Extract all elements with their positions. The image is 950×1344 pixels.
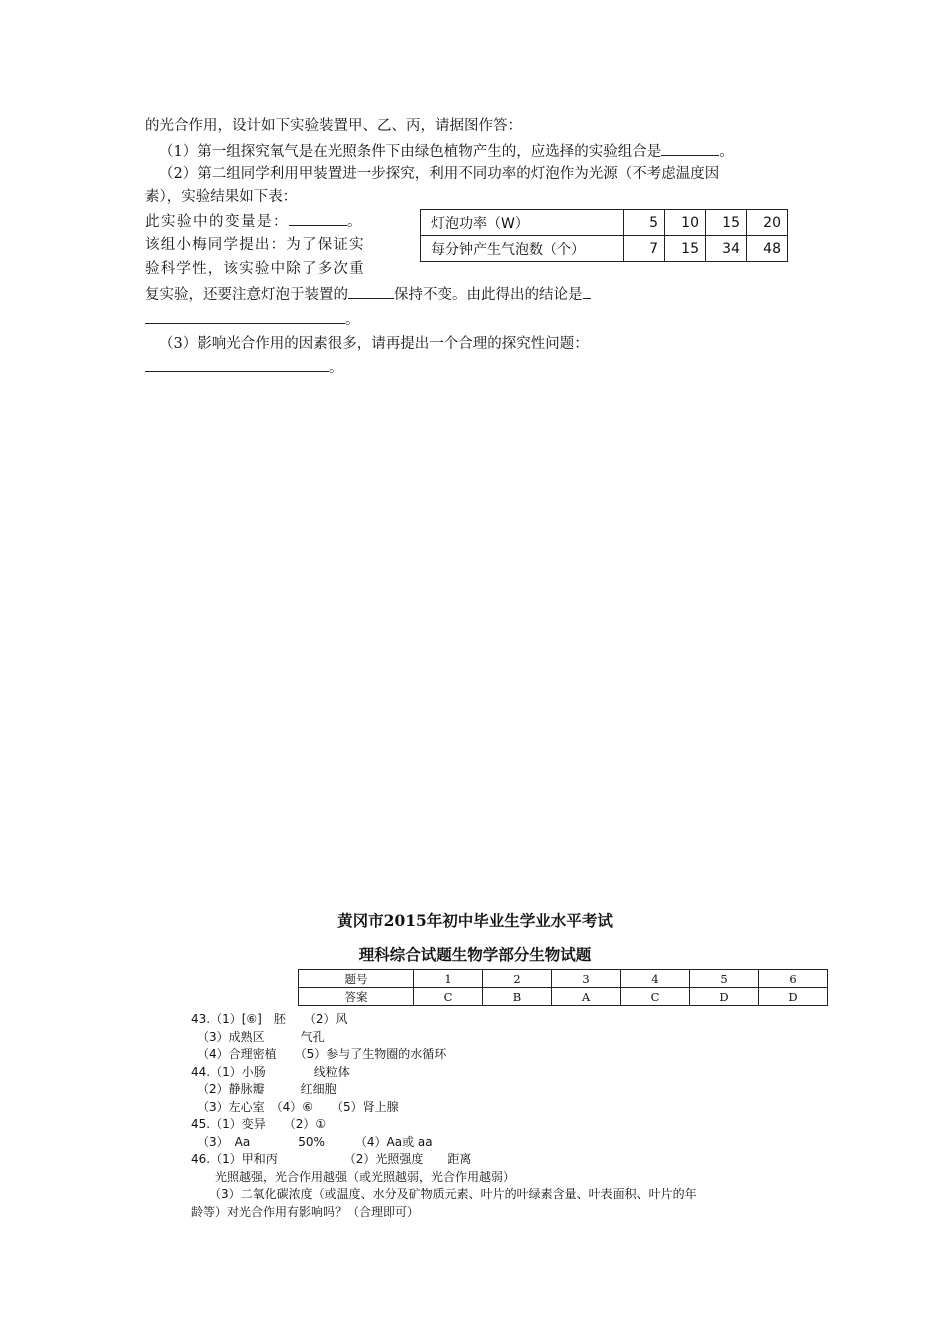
table-cell: 10 bbox=[665, 210, 706, 236]
answer-blank[interactable] bbox=[348, 284, 394, 299]
mei-line-a: 该组小梅同学提出：为了保证实 bbox=[145, 237, 365, 253]
table-cell: 15 bbox=[706, 210, 747, 236]
answer-line: 43.（1）[⑥] 胚 （2）风 bbox=[191, 1012, 348, 1026]
answer-title-1: 黄冈市2015年初中毕业生学业水平考试 bbox=[337, 911, 613, 930]
mei-line-c: 复实验，还要注意灯泡于装置的 保持不变。由此得出的结论是 bbox=[145, 284, 591, 306]
q2-line-b: 素），实验结果如下表： bbox=[145, 189, 298, 205]
table-cell: C bbox=[414, 988, 483, 1006]
q3-line: （3）影响光合作用的因素很多，请再提出一个合理的探究性问题： bbox=[159, 336, 589, 352]
answer-line: 44.（1）小肠 线粒体 bbox=[191, 1064, 350, 1079]
variable-line: 此实验中的变量是： 。 bbox=[145, 211, 363, 233]
table-cell: 4 bbox=[621, 970, 690, 988]
lamp-power-table bbox=[420, 209, 788, 262]
answer-line: （3）二氧化碳浓度（或温度、水分及矿物质元素、叶片的叶绿素含量、叶表面积、叶片的年 bbox=[191, 1187, 697, 1201]
mei-line-b: 验科学性，该实验中除了多次重 bbox=[145, 261, 365, 277]
q3-answer-blank[interactable] bbox=[145, 357, 329, 372]
row-label-power: 灯泡功率（W） bbox=[421, 210, 624, 236]
answer-table bbox=[298, 969, 828, 1006]
answer-line: （4）合理密植 （5）参与了生物圈的水循环 bbox=[191, 1047, 447, 1061]
table-row bbox=[421, 236, 788, 262]
table-row bbox=[299, 970, 828, 988]
table-cell: A bbox=[552, 988, 621, 1006]
intro-line: 的光合作用，设计如下实验装置甲、乙、丙，请据图作答： bbox=[145, 118, 522, 134]
answer-line: （2）静脉瓣 红细胞 bbox=[191, 1082, 337, 1096]
answer-line: 45.（1）变异 （2）① bbox=[191, 1117, 327, 1131]
conclusion-blank[interactable] bbox=[145, 309, 345, 324]
table-cell: 1 bbox=[414, 970, 483, 988]
answer-lines bbox=[191, 1011, 697, 1221]
header-label: 题号 bbox=[299, 970, 414, 988]
table-cell: 5 bbox=[690, 970, 759, 988]
q3-answer-line: 。 bbox=[145, 357, 344, 379]
table-cell: 7 bbox=[624, 236, 665, 262]
answer-line: （3）左心室 （4）⑥ （5）肾上腺 bbox=[191, 1099, 399, 1114]
table-cell: 20 bbox=[747, 210, 788, 236]
table-cell: 2 bbox=[483, 970, 552, 988]
answer-line: 光照越强，光合作用越强（或光照越弱，光合作用越弱） bbox=[191, 1169, 516, 1184]
answer-line: 龄等）对光合作用有影响吗？（合理即可） bbox=[191, 1204, 420, 1219]
answer-line: 46.（1）甲和丙 （2）光照强度 距离 bbox=[191, 1152, 472, 1166]
table-cell: D bbox=[759, 988, 828, 1006]
table-row bbox=[299, 988, 828, 1006]
table-cell: 15 bbox=[665, 236, 706, 262]
table-cell: C bbox=[621, 988, 690, 1006]
conclusion-line: 。 bbox=[145, 309, 360, 331]
table-cell: D bbox=[690, 988, 759, 1006]
answer-title-2: 理科综合试题生物学部分生物试题 bbox=[358, 945, 592, 964]
answer-line: （3）成熟区 气孔 bbox=[191, 1029, 325, 1044]
table-cell: 6 bbox=[759, 970, 828, 988]
row-label-bubbles: 每分钟产生气泡数（个） bbox=[421, 236, 624, 262]
table-cell: 48 bbox=[747, 236, 788, 262]
answer-blank[interactable] bbox=[583, 284, 591, 299]
answer-label: 答案 bbox=[299, 988, 414, 1006]
table-cell: 34 bbox=[706, 236, 747, 262]
table-cell: 3 bbox=[552, 970, 621, 988]
table-cell: 5 bbox=[624, 210, 665, 236]
answer-line: （3） Aa 50% （4）Aa或 aa bbox=[191, 1134, 433, 1149]
answer-blank[interactable] bbox=[661, 141, 719, 156]
table-row bbox=[421, 210, 788, 236]
table-cell: B bbox=[483, 988, 552, 1006]
answer-blank[interactable] bbox=[289, 211, 347, 226]
q1-line: （1）第一组探究氧气是在光照条件下由绿色植物产生的，应选择的实验组合是 。 bbox=[145, 141, 734, 163]
q2-line-a: （2）第二组同学利用甲装置进一步探究，利用不同功率的灯泡作为光源（不考虑温度因 bbox=[159, 166, 720, 182]
